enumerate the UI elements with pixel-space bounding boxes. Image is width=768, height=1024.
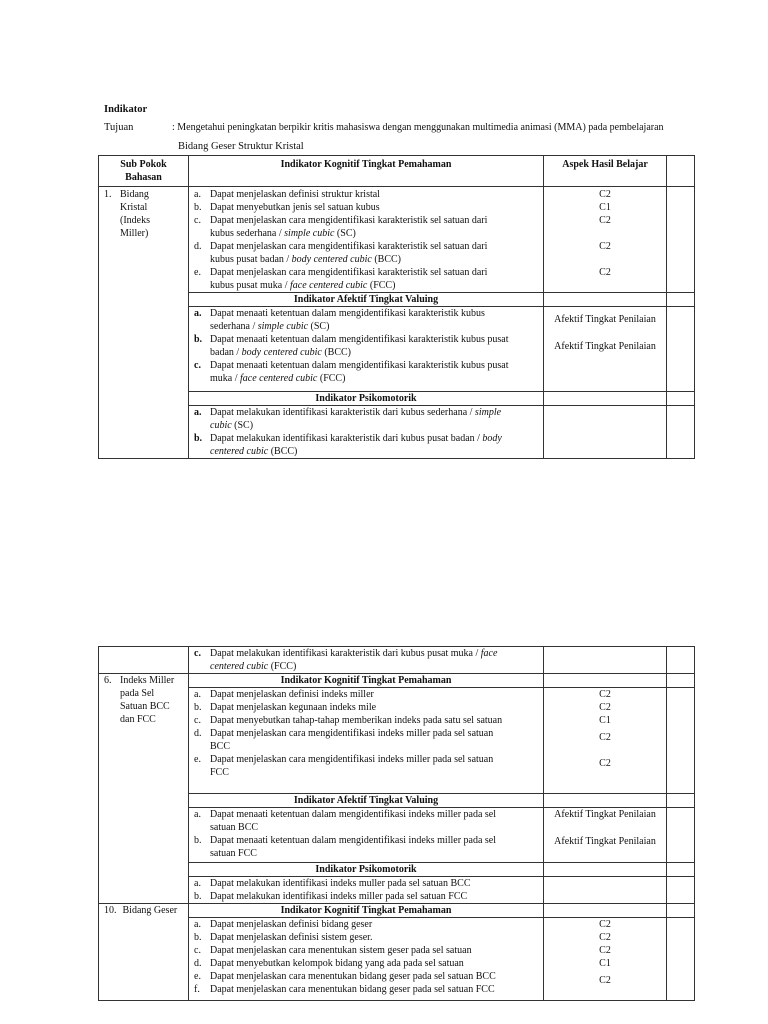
list-item bbox=[192, 931, 540, 944]
kognitif-title: Indikator Kognitif Tingkat Pemahaman bbox=[189, 904, 544, 918]
item-text: Dapat melakukan identifikasi karakteristik dari kubus sederhana / bbox=[210, 407, 475, 418]
empty-cell bbox=[544, 794, 667, 808]
list-item bbox=[192, 918, 540, 931]
code-row bbox=[547, 701, 663, 714]
aspect-row bbox=[547, 808, 663, 835]
item-marker: b. bbox=[194, 702, 202, 713]
code-row bbox=[547, 731, 663, 757]
item-text: Dapat menaati ketentuan dalam mengidentifikasi indeks miller pada sel bbox=[210, 809, 497, 820]
item-term: face centered cubic bbox=[240, 373, 318, 384]
code-row bbox=[547, 188, 663, 201]
list-item bbox=[192, 214, 540, 240]
code-row bbox=[547, 944, 663, 957]
item-text: Dapat menjelaskan cara menentukan bidang geser pada sel satuan FCC bbox=[210, 984, 495, 995]
item-marker: d. bbox=[194, 728, 202, 739]
item-marker: b. bbox=[194, 334, 203, 345]
item-text: Dapat menjelaskan kegunaan indeks mile bbox=[210, 702, 377, 713]
code-row bbox=[547, 974, 663, 987]
item-tail: (FCC) bbox=[367, 280, 396, 291]
item-text: Dapat melakukan identifikasi karakteristik dari kubus pusat muka / bbox=[210, 648, 481, 659]
item-term: face centered cubic bbox=[290, 280, 368, 291]
item-text: Dapat menaati ketentuan dalam mengidentifikasi karakteristik kubus pusat bbox=[210, 360, 509, 371]
item-text: Dapat menaati ketentuan dalam mengidentifikasi indeks miller pada sel bbox=[210, 835, 497, 846]
item-term: centered cubic bbox=[210, 446, 269, 457]
item-marker: a. bbox=[194, 878, 201, 889]
item-tail: (SC) bbox=[231, 420, 254, 431]
list-item bbox=[192, 201, 540, 214]
psiko-c-list bbox=[192, 647, 540, 673]
list-item bbox=[192, 307, 540, 333]
list-item bbox=[192, 333, 540, 359]
aspect-label: Afektif Tingkat Penilaian bbox=[554, 341, 656, 352]
empty-cell bbox=[667, 808, 695, 863]
sub-label: Indeks Miller pada Sel Satuan BCC dan FCC bbox=[120, 675, 175, 725]
list-item bbox=[192, 266, 540, 292]
cognitive-level-code: C2 bbox=[599, 267, 611, 278]
item-term: simple cubic bbox=[257, 321, 309, 332]
item-marker: e. bbox=[194, 754, 201, 765]
empty-cell bbox=[667, 904, 695, 918]
item-marker: c. bbox=[194, 360, 201, 371]
item-text: Dapat menjelaskan definisi bidang geser bbox=[210, 919, 373, 930]
psiko-title: Indikator Psikomotorik bbox=[189, 863, 544, 877]
kognitif-list bbox=[192, 918, 540, 996]
empty-cell bbox=[667, 187, 695, 293]
aspect-row bbox=[547, 340, 663, 367]
kognitif-title: Indikator Kognitif Tingkat Pemahaman bbox=[189, 674, 544, 688]
item-term: centered cubic bbox=[210, 661, 269, 672]
item-marker: d. bbox=[194, 958, 202, 969]
empty-cell bbox=[544, 392, 667, 406]
item-term: simple bbox=[474, 407, 502, 418]
item-term: body centered cubic bbox=[241, 347, 322, 358]
item-text: Dapat menjelaskan cara menentukan sistem geser pada sel satuan bbox=[210, 945, 472, 956]
item-term: face bbox=[480, 648, 498, 659]
cognitive-level-code: C2 bbox=[599, 189, 611, 200]
item-marker: c. bbox=[194, 215, 201, 226]
afektif-aspects bbox=[544, 808, 667, 863]
item-tail: (FCC) bbox=[317, 373, 346, 384]
item-tail: (SC) bbox=[308, 321, 330, 332]
empty-cell bbox=[667, 877, 695, 904]
kognitif-codes bbox=[544, 918, 667, 1001]
code-row bbox=[547, 957, 663, 974]
code-row bbox=[547, 918, 663, 931]
item-marker: c. bbox=[194, 648, 201, 659]
sub-number: 10. bbox=[104, 905, 117, 916]
empty-cell bbox=[544, 406, 667, 459]
list-item bbox=[192, 406, 540, 432]
item-term: body centered cubic bbox=[291, 254, 372, 265]
header-indikator-kognitif: Indikator Kognitif Tingkat Pemahaman bbox=[189, 156, 544, 187]
list-item bbox=[192, 970, 540, 983]
list-item bbox=[192, 647, 540, 673]
tujuan-text-line2: Bidang Geser Struktur Kristal bbox=[178, 141, 304, 152]
item-text: Dapat menaati ketentuan dalam mengidentifikasi karakteristik kubus bbox=[210, 308, 485, 319]
item-tail: (BCC) bbox=[371, 254, 401, 265]
sub-label: Bidang Geser bbox=[122, 905, 178, 916]
empty-cell bbox=[667, 918, 695, 1001]
psiko-list bbox=[192, 406, 540, 458]
list-item bbox=[192, 983, 540, 996]
empty-cell bbox=[544, 647, 667, 674]
tujuan-label: Tujuan bbox=[104, 122, 134, 133]
list-item bbox=[192, 432, 540, 458]
list-item bbox=[192, 753, 540, 779]
psiko-c-cell bbox=[189, 647, 544, 674]
item-text: Dapat menyebutkan tahap-tahap memberikan indeks pada satu sel satuan bbox=[210, 715, 503, 726]
empty-cell bbox=[667, 674, 695, 688]
item-text-cont: satuan FCC bbox=[210, 848, 257, 859]
list-item bbox=[192, 957, 540, 970]
code-row bbox=[547, 987, 663, 1000]
cognitive-level-code: C1 bbox=[599, 202, 611, 213]
sub-pokok-6 bbox=[99, 674, 189, 904]
item-text-cont: kubus pusat muka / bbox=[210, 280, 290, 291]
kognitif-codes bbox=[544, 688, 667, 794]
list-item bbox=[192, 688, 540, 701]
kognitif-list-cell bbox=[189, 918, 544, 1001]
code-row bbox=[547, 688, 663, 701]
indicator-table-1 bbox=[98, 155, 695, 459]
item-text-cont: kubus pusat badan / bbox=[210, 254, 292, 265]
item-marker: b. bbox=[194, 202, 202, 213]
item-term: body bbox=[482, 433, 502, 444]
item-text: Dapat menaati ketentuan dalam mengidentifikasi karakteristik kubus pusat bbox=[210, 334, 509, 345]
sub-number: 1. bbox=[104, 189, 112, 200]
indikator-label: Indikator bbox=[104, 104, 148, 115]
empty-cell bbox=[667, 406, 695, 459]
item-text: Dapat melakukan identifikasi indeks muller pada sel satuan BCC bbox=[210, 878, 471, 889]
kognitif-list-cell bbox=[189, 187, 544, 293]
cognitive-level-code: C2 bbox=[599, 975, 611, 986]
psiko-list-cell bbox=[189, 877, 544, 904]
kognitif-list bbox=[192, 188, 540, 292]
item-marker: a. bbox=[194, 308, 202, 319]
item-text: Dapat menjelaskan cara mengidentifikasi indeks miller pada sel satuan bbox=[210, 754, 494, 765]
list-item bbox=[192, 834, 540, 860]
indicator-table-2 bbox=[98, 646, 695, 1001]
sub-pokok-10 bbox=[99, 904, 189, 1001]
item-marker: e. bbox=[194, 971, 201, 982]
list-item bbox=[192, 188, 540, 201]
item-tail: (FCC) bbox=[268, 661, 297, 672]
item-tail: (BCC) bbox=[321, 347, 351, 358]
item-tail: (SC) bbox=[334, 228, 356, 239]
item-text: Dapat melakukan identifikasi indeks miller pada sel satuan FCC bbox=[210, 891, 468, 902]
cognitive-level-code: C2 bbox=[599, 732, 611, 743]
tujuan-text: : Mengetahui peningkatan berpikir kritis mahasiswa dengan menggunakan multimedia animasi (MMA) pada pembelajaran bbox=[172, 122, 664, 133]
cognitive-level-code: C1 bbox=[599, 715, 611, 726]
item-text-cont: sederhana / bbox=[210, 321, 258, 332]
item-text: Dapat menyebutkan jenis sel satuan kubus bbox=[210, 202, 380, 213]
item-tail: (BCC) bbox=[268, 446, 298, 457]
item-text-cont: kubus sederhana / bbox=[210, 228, 285, 239]
item-marker: b. bbox=[194, 835, 202, 846]
empty-cell bbox=[667, 307, 695, 392]
afektif-title: Indikator Afektif Tingkat Valuing bbox=[189, 794, 544, 808]
cognitive-level-code: C2 bbox=[599, 689, 611, 700]
item-text: Dapat menjelaskan cara mengidentifikasi indeks miller pada sel satuan bbox=[210, 728, 494, 739]
code-row bbox=[547, 931, 663, 944]
kognitif-list-cell bbox=[189, 688, 544, 794]
item-marker: a. bbox=[194, 189, 201, 200]
psiko-list bbox=[192, 877, 540, 903]
item-marker: d. bbox=[194, 241, 202, 252]
item-text: Dapat menjelaskan definisi sistem geser. bbox=[210, 932, 373, 943]
cognitive-level-code: C2 bbox=[599, 702, 611, 713]
item-text: Dapat menjelaskan definisi struktur kristal bbox=[210, 189, 380, 200]
item-marker: e. bbox=[194, 267, 201, 278]
cognitive-level-code: C2 bbox=[599, 758, 611, 769]
empty-cell bbox=[544, 877, 667, 904]
kognitif-list bbox=[192, 688, 540, 779]
cognitive-level-code: C2 bbox=[599, 215, 611, 226]
item-text: Dapat menyebutkan kelompok bidang yang ada pada sel satuan bbox=[210, 958, 464, 969]
code-row bbox=[547, 757, 663, 783]
item-marker: f. bbox=[194, 984, 200, 995]
aspect-row bbox=[547, 313, 663, 340]
header-sub-pokok: Sub Pokok Bahasan bbox=[99, 156, 189, 187]
aspect-label: Afektif Tingkat Penilaian bbox=[554, 809, 656, 820]
code-row bbox=[547, 240, 663, 266]
list-item bbox=[192, 877, 540, 890]
item-text: Dapat menjelaskan definisi indeks miller bbox=[210, 689, 374, 700]
list-item bbox=[192, 890, 540, 903]
empty-cell bbox=[667, 688, 695, 794]
item-marker: a. bbox=[194, 407, 202, 418]
list-item bbox=[192, 944, 540, 957]
aspect-label: Afektif Tingkat Penilaian bbox=[554, 836, 656, 847]
item-marker: b. bbox=[194, 433, 203, 444]
empty-cell bbox=[544, 293, 667, 307]
code-row bbox=[547, 266, 663, 292]
item-text-cont: muka / bbox=[210, 373, 240, 384]
item-text-cont: BCC bbox=[210, 741, 231, 752]
header-empty bbox=[667, 156, 695, 187]
header-aspek: Aspek Hasil Belajar bbox=[544, 156, 667, 187]
list-item bbox=[192, 727, 540, 753]
item-text-cont: badan / bbox=[210, 347, 242, 358]
sub-label: Bidang Kristal (Indeks Miller) bbox=[120, 189, 150, 239]
item-text: Dapat menjelaskan cara mengidentifikasi karakteristik sel satuan dari bbox=[210, 215, 488, 226]
empty-cell bbox=[667, 293, 695, 307]
empty-cell bbox=[544, 863, 667, 877]
code-row bbox=[547, 201, 663, 214]
afektif-list-cell bbox=[189, 307, 544, 392]
empty-cell bbox=[667, 863, 695, 877]
list-item bbox=[192, 714, 540, 727]
item-text: Dapat menjelaskan cara mengidentifikasi karakteristik sel satuan dari bbox=[210, 241, 488, 252]
item-text: Dapat menjelaskan cara mengidentifikasi karakteristik sel satuan dari bbox=[210, 267, 488, 278]
cognitive-level-code: C2 bbox=[599, 241, 611, 252]
afektif-list-cell bbox=[189, 808, 544, 863]
cognitive-level-code: C2 bbox=[599, 919, 611, 930]
item-marker: a. bbox=[194, 689, 201, 700]
afektif-list bbox=[192, 307, 540, 385]
aspect-label: Afektif Tingkat Penilaian bbox=[554, 314, 656, 325]
sub-pokok-1 bbox=[99, 187, 189, 459]
item-marker: c. bbox=[194, 715, 201, 726]
afektif-aspects bbox=[544, 307, 667, 392]
empty-cell bbox=[667, 794, 695, 808]
kognitif-codes bbox=[544, 187, 667, 293]
empty-cell bbox=[99, 647, 189, 674]
cognitive-level-code: C1 bbox=[599, 958, 611, 969]
list-item bbox=[192, 701, 540, 714]
item-text: Dapat menjelaskan cara menentukan bidang geser pada sel satuan BCC bbox=[210, 971, 496, 982]
aspect-row bbox=[547, 835, 663, 862]
code-row bbox=[547, 714, 663, 731]
item-text: Dapat melakukan identifikasi karakteristik dari kubus pusat badan / bbox=[210, 433, 483, 444]
item-marker: a. bbox=[194, 919, 201, 930]
cognitive-level-code: C2 bbox=[599, 932, 611, 943]
psiko-title: Indikator Psikomotorik bbox=[189, 392, 544, 406]
list-item bbox=[192, 359, 540, 385]
item-text-cont: satuan BCC bbox=[210, 822, 259, 833]
sub-number: 6. bbox=[104, 675, 112, 686]
list-item bbox=[192, 808, 540, 834]
item-text-cont: FCC bbox=[210, 767, 229, 778]
cognitive-level-code: C2 bbox=[599, 945, 611, 956]
code-row bbox=[547, 214, 663, 240]
item-marker: c. bbox=[194, 945, 201, 956]
psiko-list-cell bbox=[189, 406, 544, 459]
empty-cell bbox=[667, 392, 695, 406]
item-marker: b. bbox=[194, 891, 202, 902]
item-term: cubic bbox=[210, 420, 232, 431]
empty-cell bbox=[667, 647, 695, 674]
list-item bbox=[192, 240, 540, 266]
aspect-row bbox=[547, 367, 663, 391]
item-marker: a. bbox=[194, 809, 201, 820]
item-marker: b. bbox=[194, 932, 202, 943]
item-term: simple cubic bbox=[284, 228, 335, 239]
empty-cell bbox=[544, 674, 667, 688]
afektif-list bbox=[192, 808, 540, 860]
empty-cell bbox=[544, 904, 667, 918]
afektif-title: Indikator Afektif Tingkat Valuing bbox=[189, 293, 544, 307]
